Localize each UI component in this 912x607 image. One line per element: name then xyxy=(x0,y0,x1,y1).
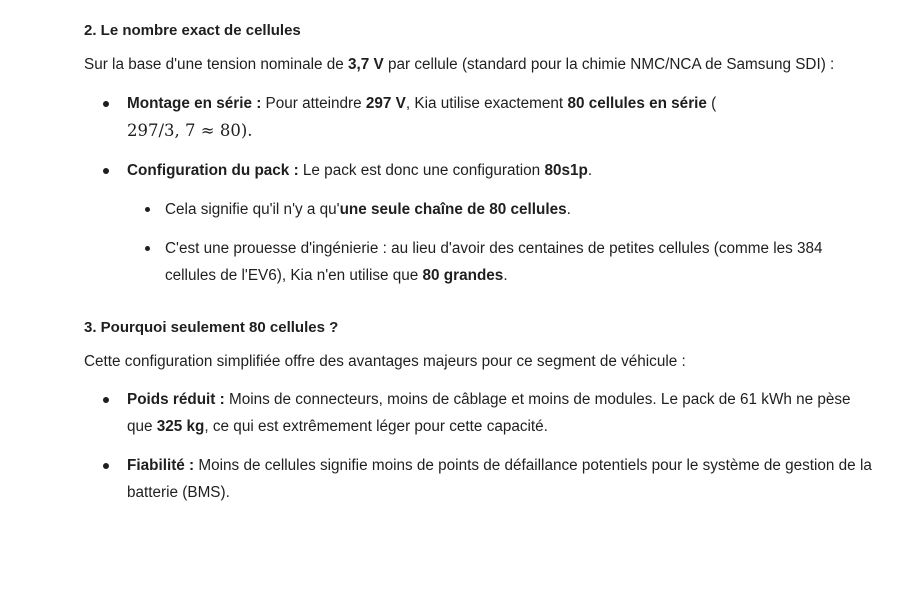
section-heading-cell-count: 2. Le nombre exact de cellules xyxy=(84,22,301,39)
bullet-series-assembly: Montage en série : Pour atteindre 297 V, Kia utilise exactement 80 cellules en série ( 297/3, 7 ≈ 80). xyxy=(84,90,874,145)
response-content xyxy=(84,20,874,506)
bullet-list-advantages xyxy=(84,386,874,506)
bullet-pack-configuration: Configuration du pack : Le pack est donc une configuration 80s1p. xyxy=(84,157,874,184)
bullet-list-cell-count xyxy=(84,90,874,289)
sub-bullet-engineering-feat: C'est une prouesse d'ingénierie : au lieu d'avoir des centaines de petites cellules (comme les 384 cellules de l'EV6), Kia n'en utilise que 80 grandes. xyxy=(84,235,874,289)
bullet-reliability: Fiabilité : Moins de cellules signifie moins de points de défaillance potentiels pour le système de gestion de la batterie (BMS). xyxy=(84,452,874,506)
intro-paragraph-voltage: Sur la base d'une tension nominale de 3,7 V par cellule (standard pour la chimie NMC/NCA de Samsung SDI) : xyxy=(84,56,835,73)
bullet-reduced-weight: Poids réduit : Moins de connecteurs, moins de câblage et moins de modules. Le pack de 61 kWh ne pèse que 325 kg, ce qui est extrêmement léger pour cette capacité. xyxy=(84,386,874,440)
math-formula: 297/3, 7 ≈ 80 xyxy=(127,121,241,140)
section-heading-why-80: 3. Pourquoi seulement 80 cellules ? xyxy=(84,319,339,336)
intro-paragraph-advantages: Cette configuration simplifiée offre des avantages majeurs pour ce segment de véhicule : xyxy=(84,353,686,370)
sub-bullet-single-chain: Cela signifie qu'il n'y a qu'une seule chaîne de 80 cellules. xyxy=(84,196,874,223)
